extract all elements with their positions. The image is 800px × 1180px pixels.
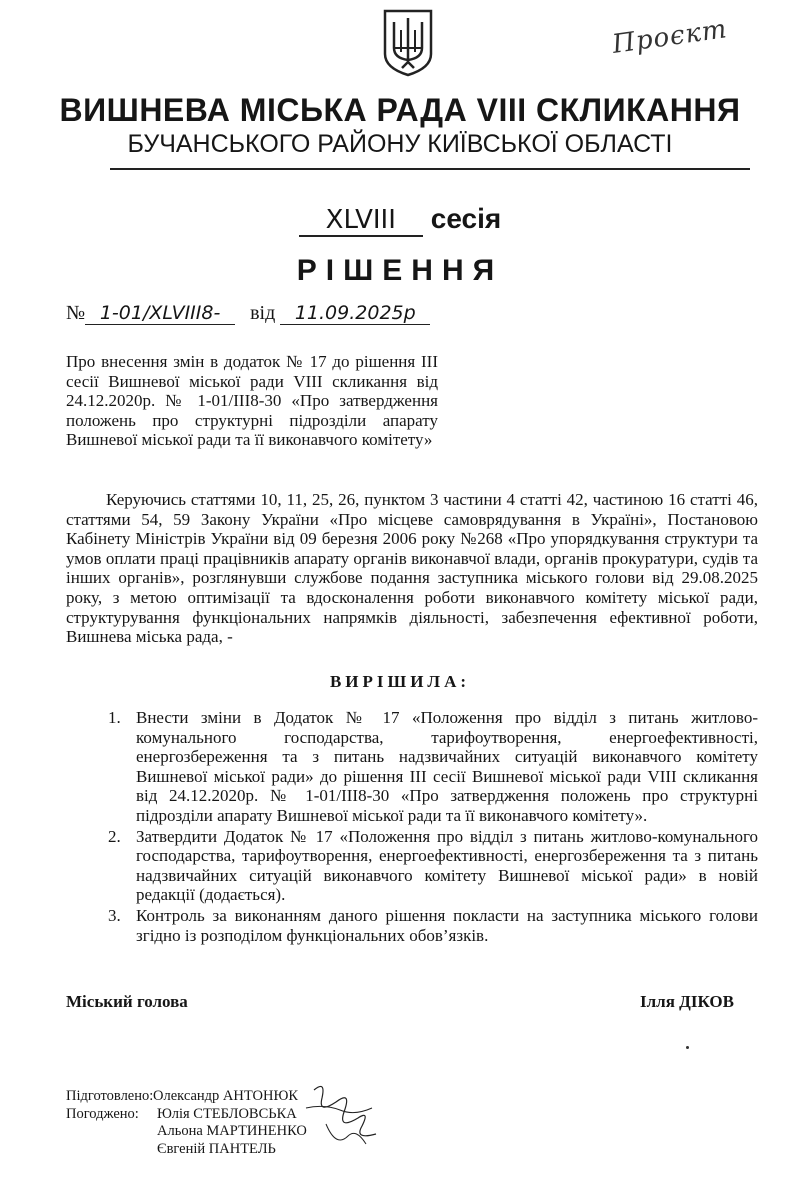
agreed-by-2: Альона МАРТИНЕНКО bbox=[157, 1123, 307, 1139]
item-number: 3. bbox=[108, 905, 121, 925]
resolved-heading: ВИРІШИЛА: bbox=[329, 672, 471, 691]
item-text: Затвердити Додаток № 17 «Положення про відділ з питань житлово-комунального господарства, тарифоутворення, енергоефективності, енергозбереження та з питань надзвичайних ситуацій виконавчого комітету Вишневої міської ради» в новій редакції (додається). bbox=[136, 826, 758, 905]
date-prefix: від bbox=[250, 302, 276, 324]
number-prefix: № bbox=[66, 302, 86, 324]
item-text: Контроль за виконанням даного рішення покласти на заступника міського голови згідно із розподілом функціональних обов’язків. bbox=[136, 905, 758, 945]
list-item bbox=[108, 906, 758, 945]
decision-number: 1-01/XLVIII8- bbox=[85, 302, 235, 325]
session-line bbox=[0, 203, 800, 237]
list-item bbox=[108, 827, 758, 905]
session-label: сесія bbox=[430, 203, 502, 234]
signatory-name: Ілля ДІКОВ bbox=[640, 992, 734, 1011]
ink-dot bbox=[686, 1046, 689, 1049]
council-name: ВИШНЕВА МІСЬКА РАДА VIII СКЛИКАННЯ bbox=[59, 92, 741, 128]
document-title: РІШЕННЯ bbox=[296, 254, 504, 287]
agreed-by-3: Євгеній ПАНТЕЛЬ bbox=[157, 1140, 276, 1157]
prepared-by: Олександр АНТОНЮК bbox=[153, 1088, 299, 1104]
session-number: XLVIII bbox=[299, 205, 423, 237]
item-text: Внести зміни в Додаток № 17 «Положення про відділ з питань житлово-комунального господарства, тарифоутворення, енергоефективності, енергозбереження та з питань надзвичайних ситуацій виконавчого комітету Вишневої міської ради» до рішення III сесії Вишневої міської ради VIII скликання від 24.12.2020р. № 1-01/III8-30 «Про затвердження положень про структурні підрозділи апарату Вишневої міської ради та її виконавчого комітету». bbox=[136, 708, 758, 825]
coat-of-arms-icon bbox=[382, 8, 434, 78]
decision-subject: Про внесення змін в додаток № 17 до рішення III сесії Вишневої міської ради VIII скликання від 24.12.2020р. № 1-01/III8-30 «Про затвердження положень про структурні підрозділи апарату Вишневої міської ради та її виконавчого комітету» bbox=[66, 352, 438, 450]
district-name: БУЧАНСЬКОГО РАЙОНУ КИЇВСЬКОЇ ОБЛАСТІ bbox=[127, 130, 673, 158]
item-number: 1. bbox=[108, 708, 121, 727]
decision-items bbox=[108, 708, 758, 946]
agreed-by-1: Юлія СТЕБЛОВСЬКА bbox=[157, 1105, 297, 1122]
header-divider bbox=[110, 168, 750, 170]
decision-number-line bbox=[66, 302, 430, 325]
preamble-paragraph: Керуючись статтями 10, 11, 25, 26, пунктом 3 частини 4 статті 42, частиною 16 статті 46, статтями 54, 59 Закону України «Про місцеве самоврядування в Україні», Постановою Кабінету Міністрів України від 09 березня 2006 року №268 «Про упорядкування структури та умов оплати праці працівників апарату органів виконавчої влади, органів прокуратури, судів та інших органів», розглянувши службове подання заступника міського голови від 29.08.2025 року, з метою оптимізації та вдосконалення роботи виконавчого комітету міської ради, структурування функціональних напрямків діяльності, забезпечення ефективної роботи, Вишнева міська рада, - bbox=[66, 490, 758, 647]
handwritten-signature bbox=[296, 1078, 386, 1158]
signatory-position: Міський голова bbox=[66, 992, 188, 1011]
list-item bbox=[108, 708, 758, 826]
decision-date: 11.09.2025р bbox=[280, 302, 430, 325]
draft-mark: Проєкт bbox=[610, 14, 730, 60]
prepared-label: Підготовлено: bbox=[66, 1088, 154, 1104]
agreed-label: Погоджено: bbox=[66, 1105, 139, 1122]
item-number: 2. bbox=[108, 826, 121, 846]
